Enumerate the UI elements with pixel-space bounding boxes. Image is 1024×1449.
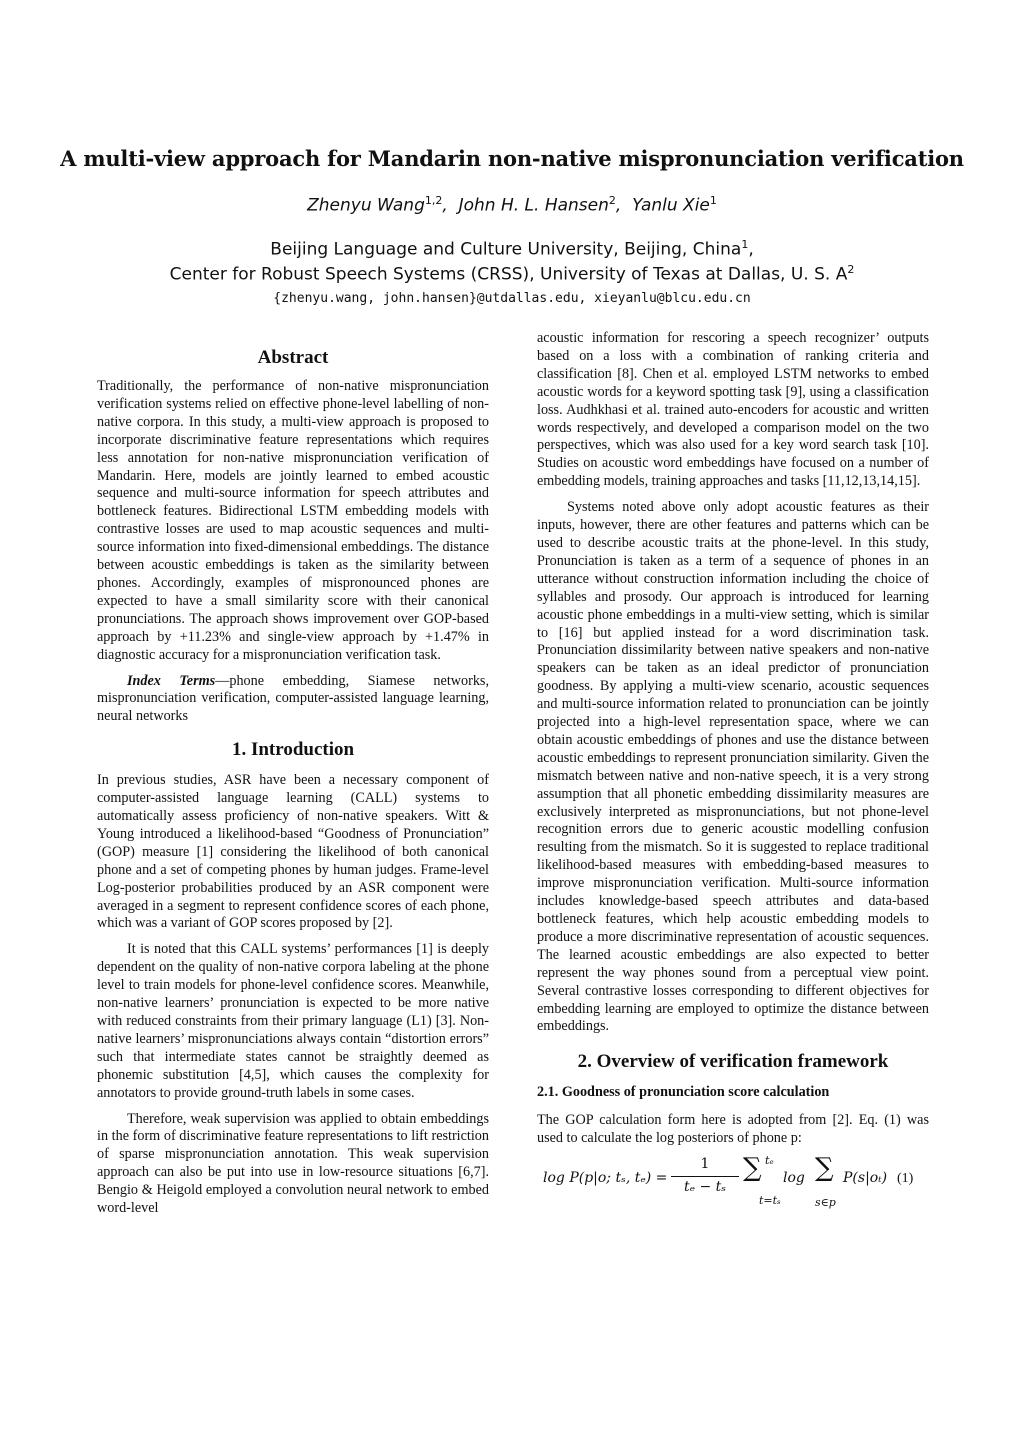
sum-upper-limit: tₑ [765,1154,774,1168]
intro-paragraph: Therefore, weak supervision was applied to obtain embeddings in the form of discriminative feature representations to lift restriction of sparse mispronunciation annotation. This weak supervision approach can also be put into use in low-resource situations [6,7]. Bengio & Heigold employed a convolution neural network to embed word-level [97,1110,489,1217]
body-paragraph: acoustic information for rescoring a speech recognizer’ outputs based on a loss with a combination of ranking criteria and classification [8]. Chen et al. employed LSTM networks to embed acoustic words for a keyword spotting task [9], using a classification loss. Audhkhasi et al. trained auto-encoders for acoustic and written words respectively, and developed a comparison model on the two perspectives, which was also used for a key word search task [10]. Studies on acoustic word embeddings have focused on a number of embedding models, training approaches and tasks [11,12,13,14,15]. [537,330,929,490]
affiliation-text: Beijing Language and Culture University, Beijing, China [270,239,742,260]
gop-equation [537,1153,929,1214]
author-emails: {zhenyu.wang, john.hansen}@utdallas.edu, xieyanlu@blcu.edu.cn [273,291,751,306]
right-column [537,330,929,1214]
introduction-heading: 1. Introduction [231,739,355,761]
overview-heading: 2. Overview of verification framework [577,1051,889,1073]
sum-lower-limit: s∈p [815,1196,836,1210]
summation-icon: ∑ [815,1153,834,1184]
fraction-numerator: 1 [700,1156,710,1173]
equation-rhs: P(s|oₜ) [843,1170,888,1187]
sum-lower-limit: t=tₛ [759,1194,781,1208]
equation-lhs: log P(p|o; tₛ, tₑ) = [543,1170,668,1187]
gop-paragraph: The GOP calculation form here is adopted from [2]. Eq. (1) was used to calculate the log posteriors of phone p: [537,1112,929,1147]
author-name: John H. L. Hansen [458,195,609,216]
paper-title: A multi-view approach for Mandarin non-native mispronunciation verification [60,146,964,171]
summation-icon: ∑ [743,1153,762,1184]
affiliation-mark: 2 [847,263,855,276]
body-paragraph: Systems noted above only adopt acoustic features as their inputs, however, there are other features and patterns which can be used to describe acoustic traits at the phone-level. In this study, Pronunciation is taken as a term of a sequence of phones in an utterance without construction information including the choice of syllables and prosody. Our approach is introduced for learning acoustic phone embeddings in a multi-view setting, which is similar to [16] but applied instead for a word discrimination task. Pronunciation dissimilarity between native speakers and non-native speakers can be taken as an ideal predictor of pronunciation goodness. By applying a multi-view scenario, acoustic sequences and multi-source information related to pronunciation can be jointly projected into a high-level representation space, where we can obtain acoustic embeddings of phones and use the distance between acoustic embeddings to represent pronunciation similarity. Given the mismatch between native and non-native speech, it is a very strong assumption that all phonetic embedding dissimilarity measures are exclusively interpreted as mispronunciations, but not phone-level recognition errors due to generic acoustic modelling confusion resulting from the mismatch. So it is suggested to replace traditional likelihood-based measures with embedding-based measures to improve mispronunciation verification. Multi-source information includes knowledge-based speech attributes and data-based bottleneck features, which help acoustic embedding models to produce a more discriminative representation of acoustic sequences. The learned acoustic embeddings are also expected to better represent the way phones sound from a perceptual view point. Several contrastive losses corresponding to different objectives for embedding learning are employed to optimize the distance between embeddings. [537,499,929,1035]
intro-paragraph: In previous studies, ASR have been a necessary component of computer-assisted language learning (CALL) systems to automatically assess proficiency of non-native speakers. Witt & Young introduced a likelihood-based “Goodness of Pronunciation” (GOP) measure [1] considering the likelihood of both canonical phone and a set of competing phones by human judges. Frame-level Log-posterior probabilities produced by an ASR component were averaged in a segment to represent confidence scores of each phone, which was a variant of GOP scores proposed by [2]. [97,772,489,932]
author-affil-mark: 1 [709,194,717,207]
gop-subheading: 2.1. Goodness of pronunciation score calculation [537,1084,830,1101]
index-terms-label: Index Terms [127,672,216,689]
intro-paragraph: It is noted that this CALL systems’ performances [1] is deeply dependent on the quality of non-native corpora labeling at the phone level to train models for phone-level confidence scores. Meanwhile, non-native learners’ pronunciation is expected to be more native with reduced constraints from their primary language (L1) [3]. Non-native learners’ mispronunciations always contain “distortion errors” such that intermediate states cannot be straightly deemed as phonemic substitution [4,5], which causes the complexity for annotators to provide ground-truth labels in some cases. [97,941,489,1101]
abstract-heading: Abstract [257,347,329,368]
affiliation-2 [0,263,1024,285]
affiliation-1 [0,238,1024,260]
fraction-bar [671,1176,739,1177]
fraction-denominator: tₑ − tₛ [683,1178,727,1195]
affiliation-mark: 1 [741,238,749,251]
index-terms [97,673,489,727]
abstract-text: Traditionally, the performance of non-native mispronunciation verification systems relied on effective phone-level labelling of non-native corpora. In this study, a multi-view approach is proposed to incorporate discriminative feature representations which requires less annotation for non-native mispronunciation verification of Mandarin. Here, models are jointly learned to embed acoustic sequence and multi-source information for speech attributes and bottleneck features. Bidirectional LSTM embedding models with contrastive losses are used to map acoustic sequences and multi-source information into fixed-dimensional embeddings. The distance between acoustic embeddings is taken as the similarity between phones. Accordingly, examples of mispronounced phones are expected to have a small similarity score with their canonical pronunciations. The approach shows improvement over GOP-based approach by +11.23% and single-view approach by +1.47% in diagnostic accuracy for a mispronunciation verification task. [97,378,489,663]
author-name: Yanlu Xie [632,195,710,216]
author-name: Zhenyu Wang [307,195,425,216]
author-affil-mark: 1,2 [424,194,443,207]
left-column [97,330,489,1226]
author-list: Zhenyu Wang$^{1,2}$, John H. L. Hansen$^2$, Yanlu Xie$^1$ [307,194,717,216]
index-terms-text: —phone embedding, Siamese networks, mispronunciation verification, computer-assisted language learning, neural networks [97,672,489,725]
equation-log: log [783,1170,805,1187]
equation-number: (1) [897,1171,914,1187]
affiliation-tail: , [748,239,754,260]
author-affil-mark: 2 [608,194,616,207]
affiliation-text: Center for Robust Speech Systems (CRSS), University of Texas at Dallas, U. S. A [169,264,848,285]
equation-fraction [671,1156,739,1197]
